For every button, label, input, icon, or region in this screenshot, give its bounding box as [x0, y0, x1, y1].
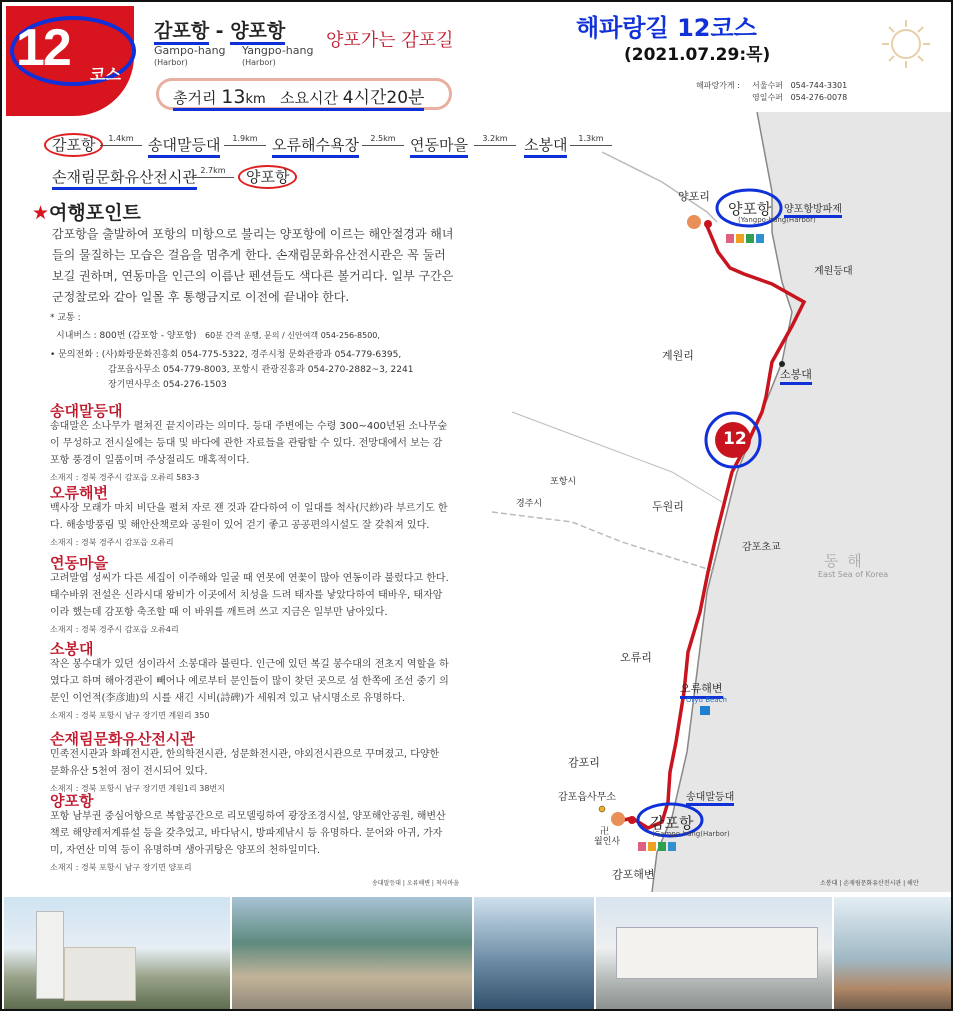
shop-name: 영일수퍼	[752, 93, 783, 102]
route-distance	[362, 134, 404, 146]
walk-date: (2021.07.29:목)	[624, 45, 771, 65]
route-arrow-icon	[192, 177, 234, 178]
map-label-yangpo-harbor-en: (Yangpo-hang(Harbor)	[738, 216, 816, 224]
section-body	[50, 418, 450, 486]
map-label-gampo-harbor: 감포항	[650, 814, 694, 832]
section-title: 송대말등대	[50, 402, 123, 420]
route-distance-label: 1.4km	[108, 134, 134, 143]
route-stop-sobongdae: 소봉대	[524, 134, 567, 158]
sea-name-en: East Sea of Korea	[818, 570, 889, 579]
distance-pill	[156, 78, 452, 110]
section-location: 소재지 : 경북 포항시 남구 장기면 양포리	[50, 863, 192, 872]
map-label-gampo-beach: 감포해변	[612, 868, 655, 881]
map-label-gampo-elem: 감포초교	[742, 542, 781, 553]
course-number: 12	[16, 19, 70, 77]
section-text: 민족전시관과 화폐전시관, 한의학전시관, 성문화전시관, 야외전시관으로 꾸며졌고, 다양한 문화유산 5천여 점이 전시되어 있다.	[50, 749, 440, 777]
course-badge	[6, 6, 134, 116]
inquiry-block	[50, 348, 413, 393]
photo-caption: 송대말등대	[372, 880, 401, 887]
route-stop-label: 감포항	[44, 133, 103, 157]
route-distance	[192, 166, 234, 178]
temple-icon: 卍	[600, 827, 610, 837]
photo-songdaemal-lighthouse	[4, 897, 230, 1011]
section-text: 작은 봉수대가 있던 섬이라서 소봉대라 불린다. 인근에 있던 복길 봉수대의 전초지 역할을 하였다고 하며 해아경관이 빼어나 예로부터 문인들이 많이 찾던 곳으로 섬 한쪽에 조선 중기 의 문인 이언적(李彦迪)의 시를 새긴 시비(詩碑)가 세워져 있고 낚시명소로 유명하다.	[50, 659, 449, 704]
inquiry-line: (사)화랑문화진흥회 054-775-5322, 경주시청 문화관광과 054-779-6395,	[101, 350, 402, 360]
map-label-songdaemal: 송대말등대	[686, 788, 734, 806]
section-location: 소재지 : 경북 포항시 남구 장기면 계원리 350	[50, 711, 210, 720]
map-label-yangpori: 양포리	[678, 190, 710, 203]
series-title: 해파랑길 12코스	[576, 14, 757, 42]
section-location: 소재지 : 경북 경주시 감포읍 오류4리	[50, 625, 179, 634]
gampo-amenity-icons	[638, 842, 676, 851]
inquiry-row	[50, 348, 413, 363]
route-stop-oryu: 오류해수욕장	[272, 134, 359, 158]
route-stop-yangpo	[238, 166, 297, 187]
from-english: Gampo-hang	[154, 44, 226, 57]
photo-caption: 손재림문화유산전시관	[843, 880, 902, 887]
route-stop-songdaemal: 송대말등대	[148, 134, 220, 158]
transport-label: * 교통 :	[50, 313, 81, 323]
route-map	[472, 112, 952, 892]
photo-caption: 오류해변	[406, 880, 431, 887]
star-icon: ★	[32, 202, 50, 224]
section-title: 연동마을	[50, 554, 108, 572]
section-text: 송대말은 소나무가 펼쳐진 끝지이라는 의미다. 등대 주변에는 수령 300~400년된 소나무숲이 무성하고 전시실에는 등대 및 바다에 관한 자료들을 관람할 수 있다. 전망대에서 보는 감포항 풍경이 일품이며 주상절리도 매혹적이다.	[50, 421, 448, 466]
route-stop-label: 양포항	[238, 165, 297, 189]
route-stop-gampo	[44, 134, 103, 155]
transport-bus	[56, 328, 380, 341]
section-title: 양포항	[50, 792, 94, 810]
section-body	[50, 746, 450, 797]
section-title: 소봉대	[50, 640, 94, 658]
map-label-sobongdae: 소봉대	[780, 366, 812, 385]
shop-name: 서울수퍼	[752, 81, 783, 90]
photo-caption: 해안	[907, 880, 919, 887]
route-distance	[224, 134, 266, 146]
section-body	[50, 570, 450, 638]
route-distance-label: 2.7km	[200, 166, 226, 175]
lighthouse-shape	[36, 911, 64, 999]
route-arrow-icon	[362, 145, 404, 146]
route-start-dot	[628, 816, 636, 824]
route-map-drawing	[472, 112, 952, 892]
transport-bus-note: 60분 간격 운행, 문의 / 신안여객 054-256-8500,	[205, 331, 380, 340]
shop-phone: 054-276-0078	[790, 93, 848, 102]
inquiry-row: 장기면사무소 054-276-1503	[108, 380, 227, 390]
beach-icon	[700, 706, 710, 715]
section-location: 소재지 : 경북 경주시 감포읍 오류리	[50, 538, 174, 547]
section-body	[50, 656, 450, 724]
photo-captions-left: 송대말등대 | 오류해변 | 척사마을	[372, 880, 460, 887]
map-label-gampo-office: 감포읍사무소	[558, 792, 616, 803]
section-text: 고려말엽 성씨가 다른 세집이 이주해와 일굴 때 연못에 연꽃이 많아 연동이라 불렀다고 한다. 태수바위 전설은 신라시대 왕비가 이곳에서 치성을 드려 태자를 낳았다하여 태바우, 태자암이라 했는데 감포항 축조할 때 이 바위를 깨트려 쓰고 지금은 일부만 남아있다.	[50, 573, 449, 618]
from-english-sub: (Harbor)	[154, 58, 188, 67]
section-text: 포항 남부권 중심어항으로 복합공간으로 리모델링하여 광장조경시설, 양포해안공원, 해변산책로 해양레저계류설 등을 갖추었고, 바다낚시, 방파제낚시 등 유명하다. 문어와 아귀, 가자미, 자연산 미역 등이 유명하며 생아귀탕은 양포의 천하일미다.	[50, 811, 446, 856]
map-label-gyewon-beacon: 계원등대	[814, 266, 853, 277]
map-label-yangpo-breakwater: 양포항방파제	[784, 200, 842, 218]
distance-summary	[173, 83, 424, 111]
map-label-oryuri: 오류리	[620, 651, 652, 664]
route-title-dash: -	[209, 20, 231, 42]
route-title	[154, 16, 285, 43]
map-label-yangpo-harbor: 양포항	[728, 200, 772, 218]
section-location: 소재지 : 경북 경주시 감포읍 오류리 583-3	[50, 473, 200, 482]
section-title: 오류해변	[50, 484, 108, 502]
route-stop-sonjaerim: 손재림문화유산전시관	[52, 166, 197, 190]
photo-coast	[834, 897, 951, 1011]
photo-village	[474, 897, 594, 1011]
photo-captions-right: 소봉대 | 손재림문화유산전시관 | 해안	[820, 880, 919, 887]
course-unit: 코스	[90, 65, 121, 84]
gampo-harbor-icon	[611, 812, 625, 826]
building-shape	[64, 947, 136, 1001]
city-boundary	[492, 512, 717, 572]
route-subtitle: 양포가는 감포길	[326, 30, 454, 51]
transport-bus-route: 800번 (감포항 - 양포항)	[99, 331, 197, 341]
sea-name: 동 해	[824, 552, 864, 570]
inquiry-row: 감포읍사무소 054-779-8003, 포항시 관광진흥과 054-270-2882~3, 2241	[108, 365, 414, 375]
intro-body: 감포항을 출발하여 포항의 미항으로 불리는 양포항에 이르는 해안절경과 해녀들의 물질하는 모습은 걸음을 멈추게 한다. 손재림문화유산전시관은 꼭 둘러보길 권하며, 연동마을 인근의 이름난 펜션들도 색다른 볼거리다. 일부 구간은 군정찰로와 같아 일몰 후 통행금지로 이전에 끝내야 한다.	[52, 227, 454, 304]
yangpo-harbor-icon	[687, 215, 701, 229]
map-label-oryu-beach-en: Oryu Beach	[686, 696, 727, 704]
map-label-gampori: 감포리	[568, 756, 600, 769]
route-end-dot	[704, 220, 712, 228]
route-distance-label: 3.2km	[482, 134, 508, 143]
route-stop-yeondong: 연동마을	[410, 134, 468, 158]
duration-label: 소요시간	[279, 89, 338, 107]
road	[602, 152, 717, 222]
photo-oryu-beach	[232, 897, 472, 1011]
map-label-pohang: 포항시	[550, 477, 577, 487]
route-distance-label: 1.3km	[578, 134, 604, 143]
shop-contact-row	[752, 92, 847, 104]
map-label-duwonri: 두원리	[652, 500, 684, 513]
total-distance-value: 13	[221, 86, 246, 108]
shop-contact-row	[752, 80, 847, 92]
route-distance	[100, 134, 142, 146]
to-english: Yangpo-hang	[242, 44, 314, 57]
inquiry-label: • 문의전화 :	[50, 350, 102, 360]
map-label-gyeongju: 경주시	[516, 499, 543, 509]
road	[512, 412, 722, 502]
sun-logo-icon	[880, 18, 932, 70]
photo-caption: 소봉대	[820, 880, 838, 887]
sun-logo	[880, 18, 932, 70]
section-location: 소재지 : 경북 포항시 남구 장기면 계원1리 38번지	[50, 784, 225, 793]
yangpo-amenity-icons	[726, 234, 764, 243]
sea-area	[652, 112, 952, 892]
photo-sonjaerim-museum	[596, 897, 832, 1011]
section-title: 손재림문화유산전시관	[50, 730, 195, 748]
photo-caption: 척사마을	[435, 880, 460, 887]
duration-value: 4시간20분	[342, 88, 425, 108]
map-label-gampo-harbor-en: (Gampo-hang(Harbor)	[652, 830, 730, 838]
route-arrow-icon	[224, 145, 266, 146]
gampo-office-dot	[599, 806, 605, 812]
route-distance-label: 2.5km	[370, 134, 396, 143]
shop-contact-label: 해파랑가게 :	[696, 81, 740, 90]
shop-contacts	[752, 80, 847, 104]
intro-heading-text: 여행포인트	[49, 202, 141, 224]
map-label-woralsa: 월인사	[594, 837, 621, 847]
route-distance-label: 1.9km	[232, 134, 258, 143]
map-label-oryu-beach: 오류해변	[680, 680, 723, 699]
route-title-to: 양포항	[230, 20, 285, 45]
course-marker-number: 12	[723, 429, 747, 449]
intro-heading	[32, 198, 141, 225]
section-text: 백사장 모래가 마치 비단을 펼쳐 자로 잰 것과 같다하여 이 일대를 척사(尺紗)라 부르기도 한다. 해송방풍림 및 해안산책로와 공원이 있어 걷기 좋고 공공편의시설도 잘 갖춰져 있다.	[50, 503, 448, 531]
museum-building-shape	[616, 927, 818, 979]
route-title-from: 감포항	[154, 20, 209, 45]
total-distance-label: 총거리	[173, 89, 217, 107]
route-arrow-icon	[100, 145, 142, 146]
total-distance-unit: km	[245, 92, 266, 107]
map-label-gyewonri: 계원리	[662, 349, 694, 362]
shop-phone: 054-744-3301	[790, 81, 848, 90]
section-body	[50, 808, 450, 876]
section-body	[50, 500, 450, 551]
to-english-sub: (Harbor)	[242, 58, 276, 67]
transport-bus-label: 시내버스 :	[56, 331, 100, 341]
